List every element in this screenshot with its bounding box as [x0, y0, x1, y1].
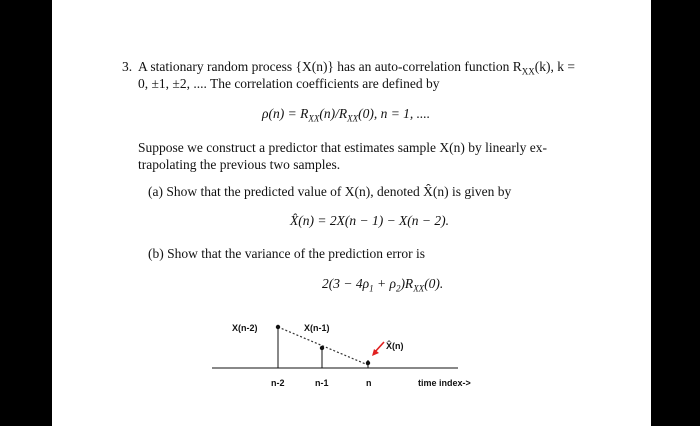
label-x-hat-n: X̂(n) — [386, 341, 404, 351]
tick-label-n-1: n-1 — [315, 378, 329, 388]
label-x-n-1: X(n-1) — [304, 323, 330, 333]
prediction-arrowhead — [372, 349, 379, 356]
sample-point-n-1 — [320, 346, 324, 350]
tick-label-n: n — [366, 378, 372, 388]
equation-error-variance: $2(3 - 4\rho_1 + \rho_2)R_{XX}(0)$. — [322, 276, 444, 294]
document-page — [52, 0, 651, 426]
paragraph-line-2: trapolating the previous two samples. — [138, 157, 341, 172]
right-black-band — [651, 0, 700, 426]
problem-line-2: 0, ±1, ±2, .... The correlation coefficients are defined by — [138, 76, 440, 91]
predicted-point — [366, 361, 370, 365]
problem-line-1: A stationary random process {X(n)} has an auto-correlation function $R_{XX}(k)$, k = — [138, 59, 575, 77]
equation-correlation-coefficient: $\rho(n) = R_{XX}(n)/R_{XX}(0)$, n = 1, .... — [262, 106, 431, 124]
part-a-text: (a) Show that the predicted value of X(n), denoted X̂(n) is given by — [148, 184, 512, 199]
label-x-n-2: X(n-2) — [232, 323, 258, 333]
sample-point-n-2 — [276, 325, 280, 329]
problem-number: 3. — [122, 59, 133, 74]
paragraph-line-1: Suppose we construct a predictor that estimates sample X(n) by linearly ex- — [138, 140, 548, 155]
left-black-band — [0, 0, 52, 426]
axis-label-time-index: time index-> — [418, 378, 471, 388]
equation-predictor: X̂(n) = 2X(n − 1) − X(n − 2). — [290, 213, 450, 228]
part-b-text: (b) Show that the variance of the prediction error is — [148, 246, 426, 261]
tick-label-n-2: n-2 — [271, 378, 285, 388]
prediction-figure — [52, 0, 651, 426]
